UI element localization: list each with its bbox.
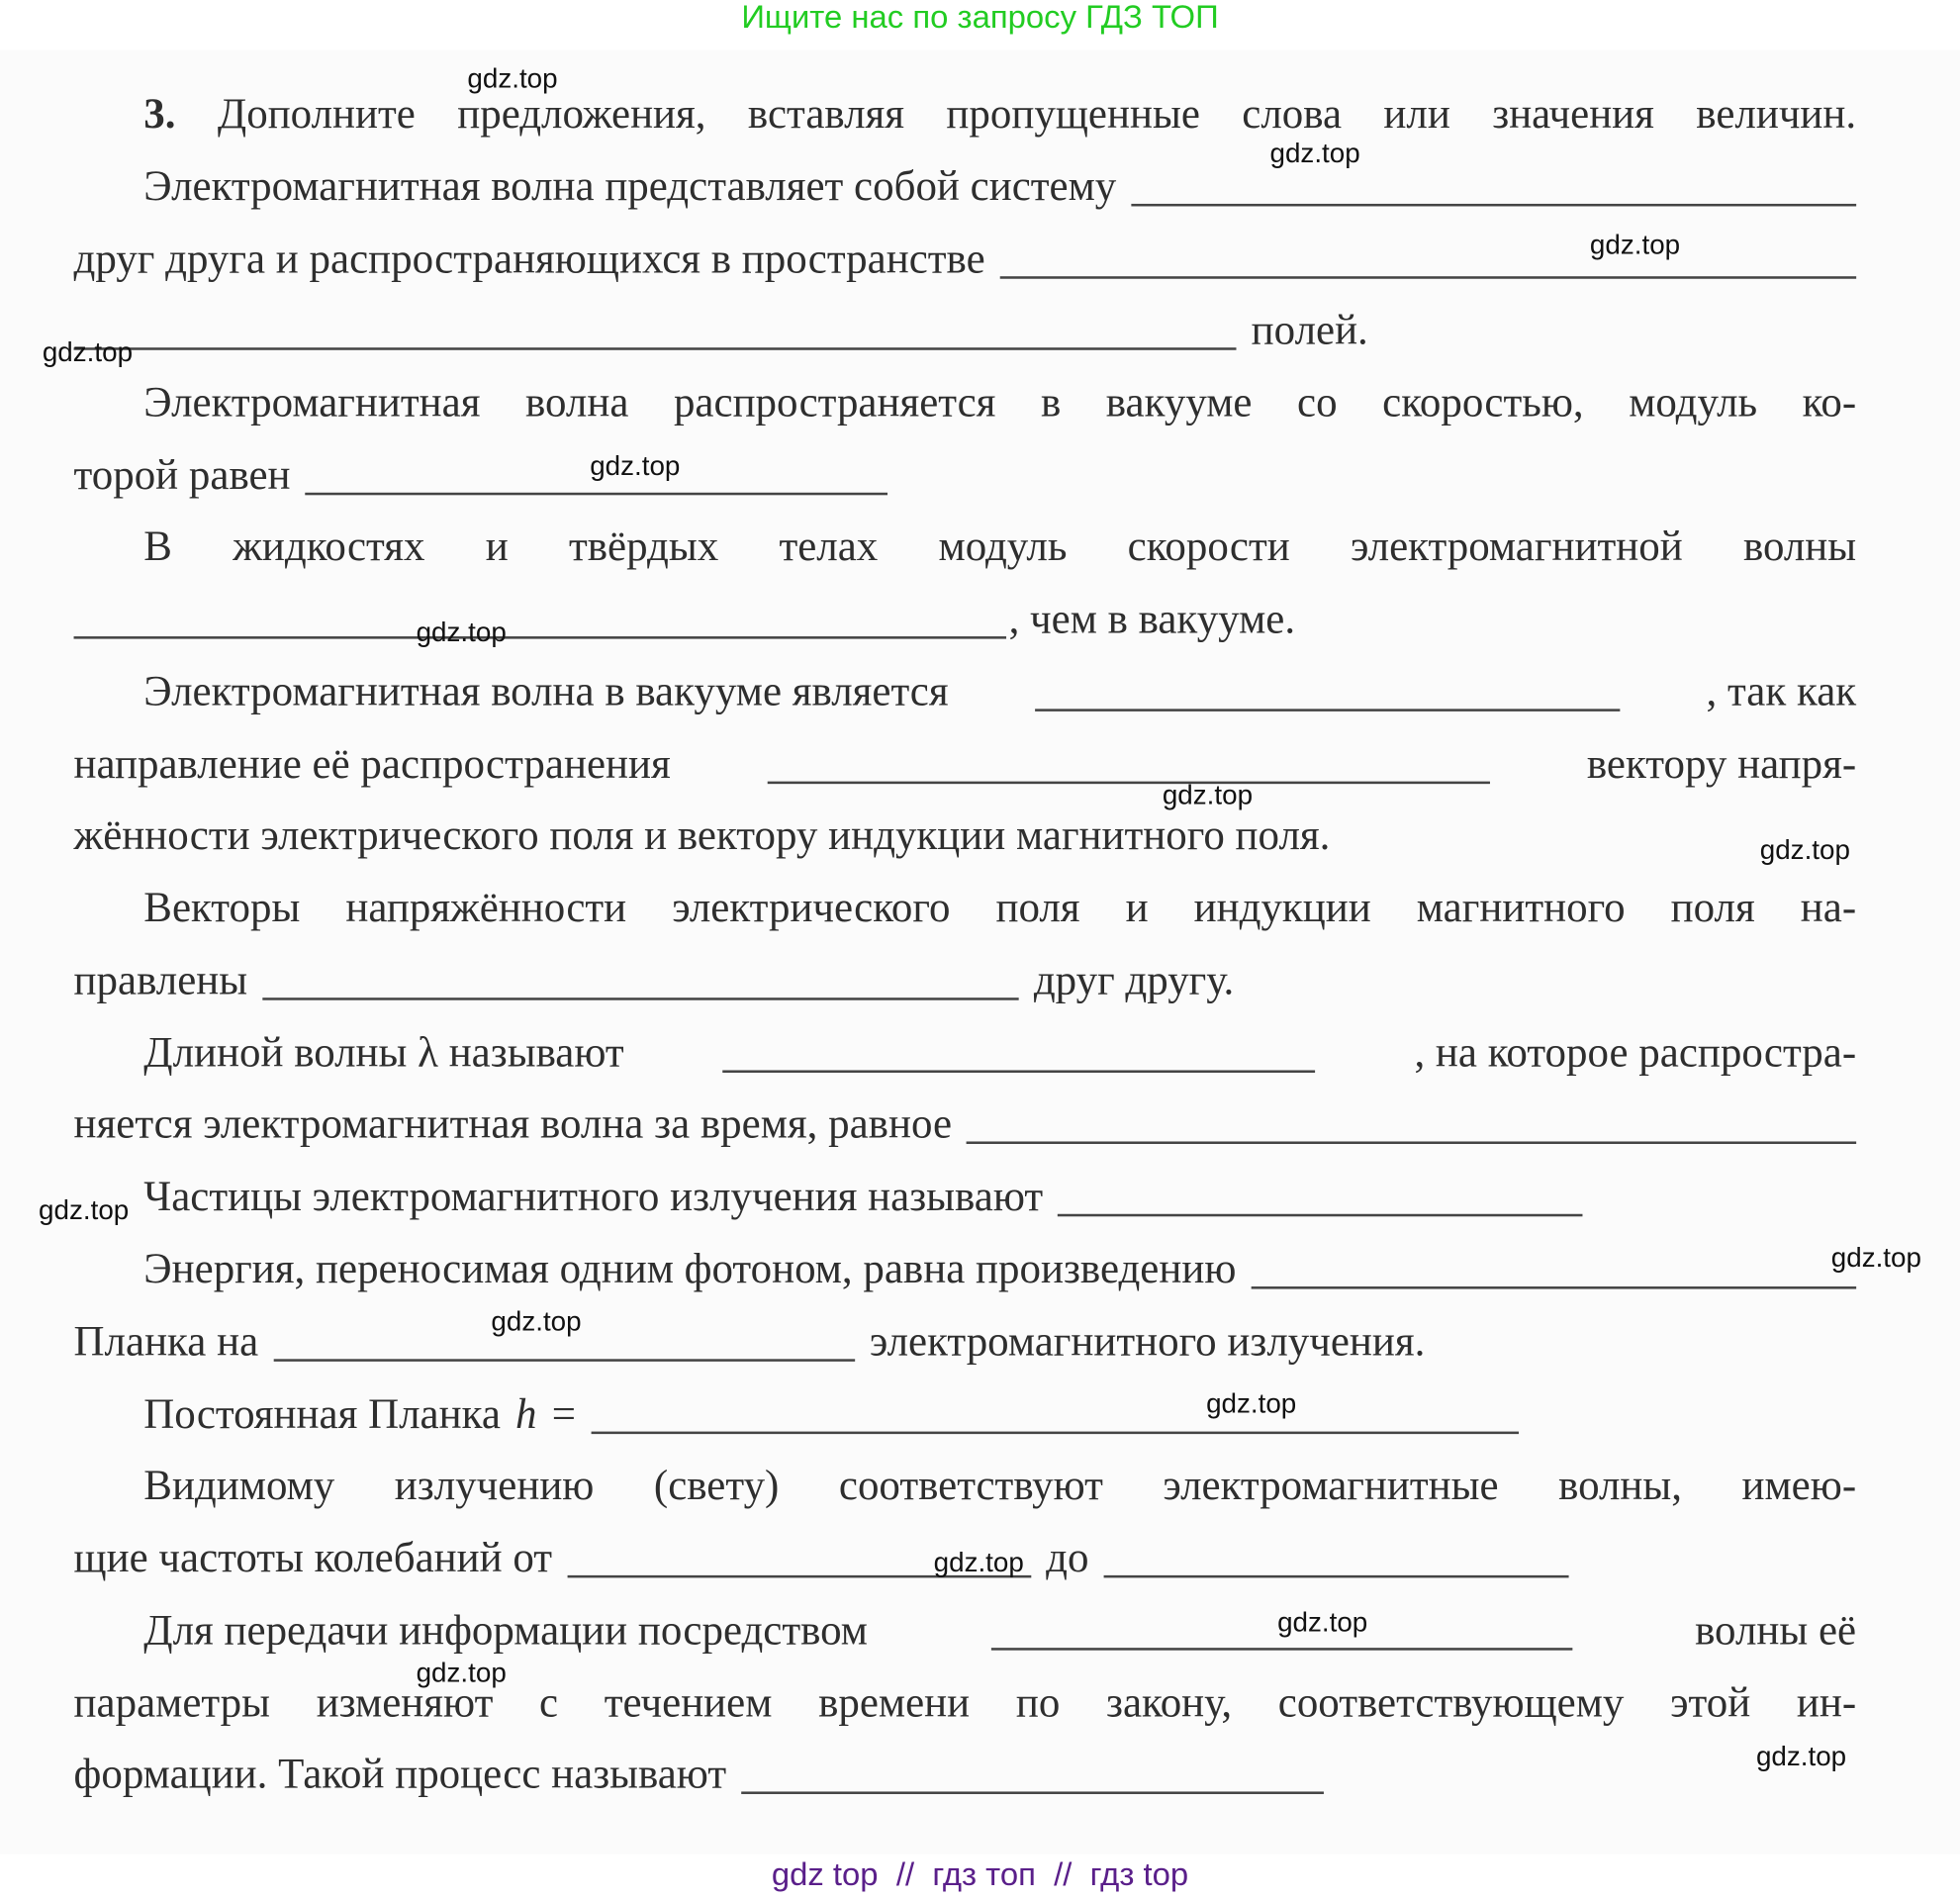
watermark: gdz.top <box>1830 1241 1921 1274</box>
text: щие частоты колебаний от <box>73 1535 553 1582</box>
watermark: gdz.top <box>1759 833 1850 866</box>
text: параметры изменяют с течением времени по закону, соответствующему этой ин- <box>73 1680 1857 1727</box>
watermark: gdz.top <box>39 1193 130 1226</box>
sentence-line <box>74 1752 1324 1807</box>
text: В жидкостях и твёрдых телах модуль скорости электромагнитной волны <box>143 523 1857 571</box>
watermark: gdz.top <box>1277 1606 1368 1639</box>
watermark: gdz.top <box>933 1546 1024 1578</box>
text: Энергия, переносимая одним фотоном, равна произведению <box>143 1246 1237 1293</box>
text: вектору напря- <box>1586 741 1857 788</box>
text: направление её распространения <box>73 741 671 788</box>
answer-blank[interactable] <box>741 1790 1324 1794</box>
answer-blank[interactable] <box>1058 1212 1583 1216</box>
sentence-line <box>143 1608 1856 1663</box>
sentence-line <box>74 1101 1857 1157</box>
footer-banner: gdz top // гдз топ // гдз top <box>771 1854 1189 1893</box>
sentence-line <box>143 1030 1856 1086</box>
sentence-line <box>143 380 1856 435</box>
watermark: gdz.top <box>1589 229 1681 260</box>
task-title: Дополните предложения, вставляя пропущенные слова или значения величин. <box>217 91 1857 138</box>
text: друг друга и распространяющихся в пространстве <box>73 236 985 283</box>
text: электромагнитного излучения. <box>869 1318 1426 1366</box>
sentence-line <box>143 1247 1856 1302</box>
sentence-line <box>74 237 1857 292</box>
watermark: gdz.top <box>467 62 558 94</box>
sentence-line <box>143 885 1856 940</box>
text: Электромагнитная волна в вакууме является <box>143 668 949 715</box>
sentence-line <box>74 741 1857 797</box>
text: Электромагнитная волна представляет собой систему <box>143 163 1117 211</box>
sentence-line <box>74 597 1296 652</box>
sentence-line <box>73 449 888 508</box>
text: Электромагнитная волна распространяется в вакууме со скоростью, модуль ко- <box>143 380 1857 427</box>
sentence-line <box>143 669 1856 724</box>
watermark: gdz.top <box>1755 1740 1847 1772</box>
text: , чем в вакууме. <box>1008 596 1296 643</box>
answer-blank[interactable] <box>306 492 888 496</box>
answer-blank[interactable] <box>1131 203 1856 207</box>
answer-blank[interactable] <box>262 997 1018 1000</box>
sentence-line <box>74 1680 1857 1736</box>
search-banner: Ищите нас по запросу ГДЗ ТОП <box>741 0 1219 36</box>
answer-blank[interactable] <box>967 1140 1856 1144</box>
planck-symbol: h <box>515 1391 537 1438</box>
text: Векторы напряжённости электрического поля и индукции магнитного поля на- <box>143 885 1857 932</box>
text: Постоянная Планка <box>143 1391 501 1438</box>
text: волны её <box>1695 1607 1857 1655</box>
text: Планка на <box>73 1318 259 1366</box>
watermark: gdz.top <box>1269 137 1360 169</box>
watermark: gdz.top <box>590 449 681 482</box>
text: друг другу. <box>1033 957 1235 1004</box>
watermark: gdz.top <box>416 1657 507 1688</box>
watermark: gdz.top <box>416 616 507 648</box>
sentence-line <box>143 1174 1583 1229</box>
sentence-line <box>74 1535 1569 1590</box>
answer-blank[interactable] <box>1252 1285 1857 1289</box>
text: , на которое распростра- <box>1414 1030 1857 1077</box>
task-number: 3. <box>143 91 176 138</box>
text: няется электромагнитная волна за время, равное <box>73 1101 953 1148</box>
answer-blank[interactable] <box>591 1430 1518 1434</box>
answer-blank[interactable] <box>1035 708 1620 712</box>
text: Длиной волны λ называют <box>143 1030 624 1077</box>
text: формации. Такой процесс называют <box>73 1752 727 1798</box>
sentence-line <box>74 958 1235 1013</box>
text: до <box>1046 1535 1089 1582</box>
sentence-line <box>74 1319 1426 1375</box>
sentence-line <box>143 1463 1856 1518</box>
answer-blank[interactable] <box>1104 1574 1569 1578</box>
text: = <box>551 1391 576 1438</box>
watermark: gdz.top <box>1162 779 1254 810</box>
text: торой равен <box>73 452 291 500</box>
text: правлены <box>73 957 248 1004</box>
sentence-line <box>74 308 1368 363</box>
answer-blank[interactable] <box>74 635 1006 639</box>
answer-blank[interactable] <box>768 780 1490 784</box>
answer-blank[interactable] <box>723 1069 1316 1073</box>
answer-blank[interactable] <box>990 1647 1571 1651</box>
answer-blank[interactable] <box>74 346 1237 350</box>
sentence-line <box>143 523 1856 579</box>
answer-blank[interactable] <box>1000 275 1856 279</box>
sentence-line <box>143 164 1856 220</box>
text: полей. <box>1251 307 1368 354</box>
text: Видимому излучению (свету) соответствуют электромагнитные волны, имею- <box>143 1463 1857 1509</box>
text: Для передачи информации посредством <box>143 1607 868 1655</box>
sentence-line <box>74 812 1331 868</box>
task-heading <box>143 91 1856 146</box>
text: Частицы электромагнитного излучения называют <box>143 1174 1044 1221</box>
watermark: gdz.top <box>491 1304 582 1337</box>
watermark: gdz.top <box>1206 1387 1297 1419</box>
text: жённости электрического поля и вектору индукции магнитного поля. <box>73 812 1331 859</box>
sentence-line <box>143 1391 1518 1447</box>
answer-blank[interactable] <box>273 1358 854 1362</box>
watermark: gdz.top <box>42 335 134 368</box>
text: , так как <box>1706 668 1857 715</box>
